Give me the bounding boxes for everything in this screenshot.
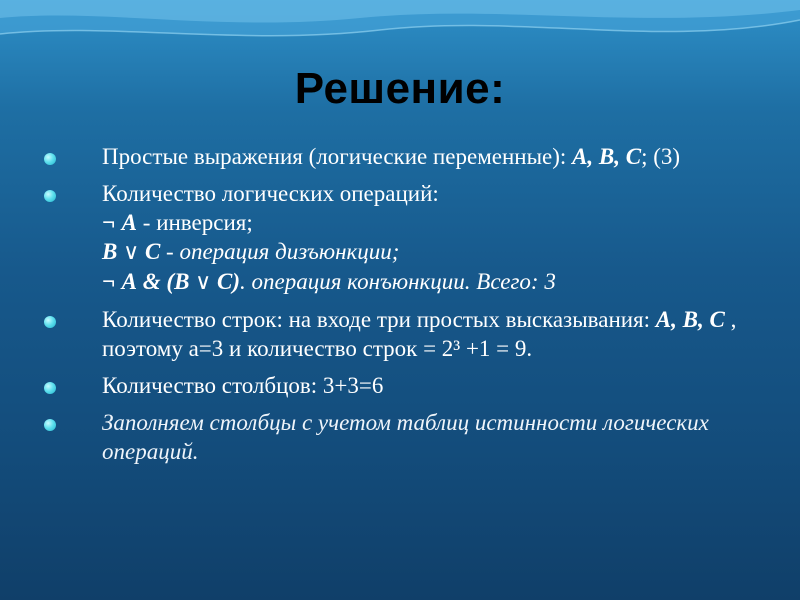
item-text: Количество строк: на входе три простых высказывания:	[102, 307, 656, 332]
bullet-icon	[44, 316, 56, 328]
label-disjunction: - операция дизъюнкции;	[160, 239, 400, 264]
bullet-icon	[44, 190, 56, 202]
item-vars: А, В, С	[655, 307, 725, 332]
expr-disj-b: С	[139, 239, 161, 264]
list-item-rows	[0, 305, 800, 363]
expr-disj-a: В	[102, 239, 124, 264]
item-text: Количество столбцов: 3+3=6	[102, 373, 384, 398]
bullet-icon	[44, 382, 56, 394]
bullet-list	[0, 142, 800, 474]
bullet-icon	[44, 419, 56, 431]
label-conjunction: . операция конъюнкции. Всего: 3	[240, 269, 556, 294]
expr-conj-a: ¬ А & (В	[102, 269, 196, 294]
item-heading: Количество логических операций:	[102, 181, 439, 206]
item-rest: , поэтому а=3 и количество строк = 2³ +1 = 9.	[102, 307, 737, 361]
list-item-fill-columns	[0, 408, 800, 466]
list-item-columns	[0, 371, 800, 400]
label-inversion: - инверсия;	[137, 210, 253, 235]
expr-inversion: ¬ А	[102, 210, 138, 235]
or-symbol: ∨	[195, 270, 212, 295]
item-text: Простые выражения (логические переменные):	[102, 144, 573, 169]
slide-title: Решение:	[294, 64, 506, 113]
expr-conj-b: С)	[211, 269, 241, 294]
item-rest: ; (3)	[641, 144, 681, 169]
item-text: Заполняем столбцы с учетом таблиц истинности логических операций.	[102, 410, 709, 464]
bullet-icon	[44, 153, 56, 165]
list-item-operations	[0, 179, 800, 297]
or-symbol: ∨	[123, 240, 140, 265]
item-vars: А, В, С	[572, 144, 642, 169]
operation-disjunction	[102, 237, 760, 267]
list-item-simple-expressions	[0, 142, 800, 171]
operation-conjunction	[102, 267, 760, 297]
operation-inversion	[102, 208, 760, 237]
